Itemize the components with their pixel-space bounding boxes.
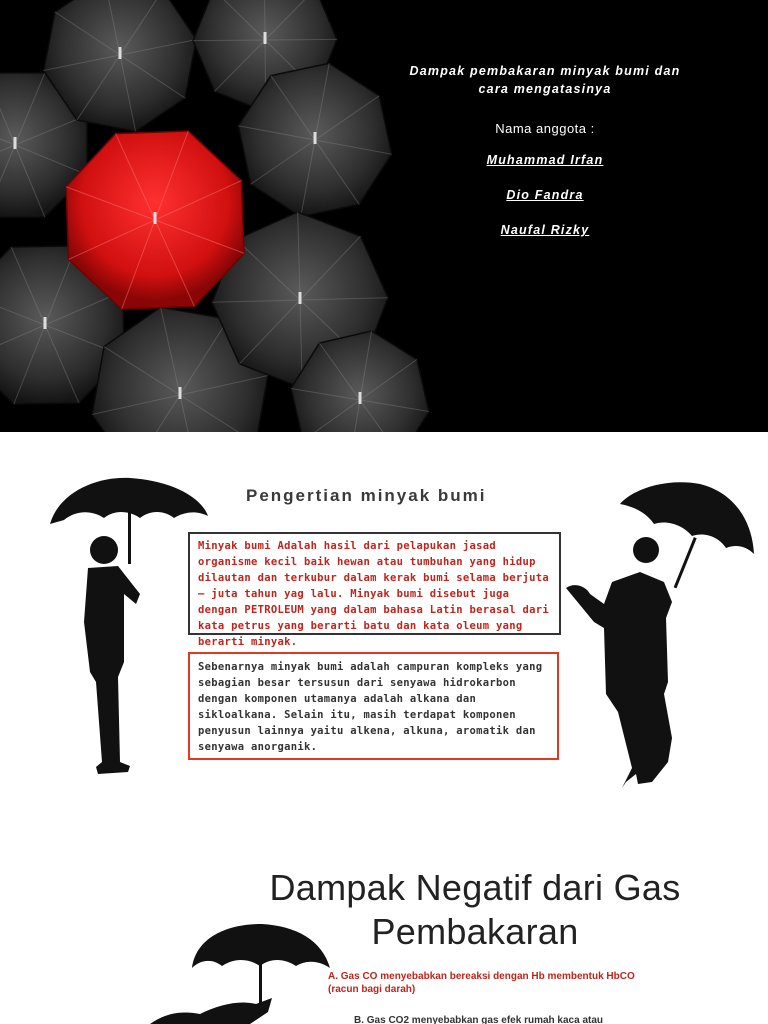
slide-title: Pengertian minyak bumi <box>246 486 487 505</box>
presentation-title: Dampak pembakaran minyak bumi dan cara mengatasinya <box>409 64 681 96</box>
member-name-1: Muhammad Irfan <box>486 153 604 167</box>
man-with-umbrella-right-icon <box>566 482 754 788</box>
member-name-3: Naufal Rizky <box>500 223 590 237</box>
negative-impact-slide <box>0 828 768 1024</box>
impact-point-a: A. Gas CO menyebabkan bereaksi dengan Hb membentuk HbCO (racun bagi darah) <box>328 971 635 995</box>
title-slide <box>0 0 768 432</box>
man-with-umbrella-left-icon <box>50 478 208 774</box>
member-name-2: Dio Fandra <box>506 188 584 202</box>
members-label: Nama anggota : <box>495 121 595 136</box>
slide-title: Dampak Negatif dari Gas Pembakaran <box>269 867 681 952</box>
definition-box-red-text: Minyak bumi Adalah hasil dari pelapukan jasad organisme kecil baik hewan atau tumbuhan yang hidup dilautan dan terkubur dalam kerak bumi selama berjuta – juta tahun yag lalu. Minyak bumi disebut juga dengan PETROLEUM yang dalam bahasa Latin berasal dari kata petrus yang berarti batu dan kata oleum yang berarti minyak. <box>188 532 561 635</box>
definition-slide <box>0 432 768 828</box>
impact-point-b: B. Gas CO2 menyebabkan gas efek rumah kaca atau <box>354 1015 603 1024</box>
red-umbrella-icon <box>66 131 244 309</box>
composition-box: Sebenarnya minyak bumi adalah campuran kompleks yang sebagian besar tersusun dari senyawa hidrokarbon dengan komponen utamanya adalah alkana dan sikloalkana. Selain itu, masih terdapat komponen penyusun lainnya yaitu alkena, alkuna, aromatik dan senyawa anorganik. <box>188 652 559 760</box>
